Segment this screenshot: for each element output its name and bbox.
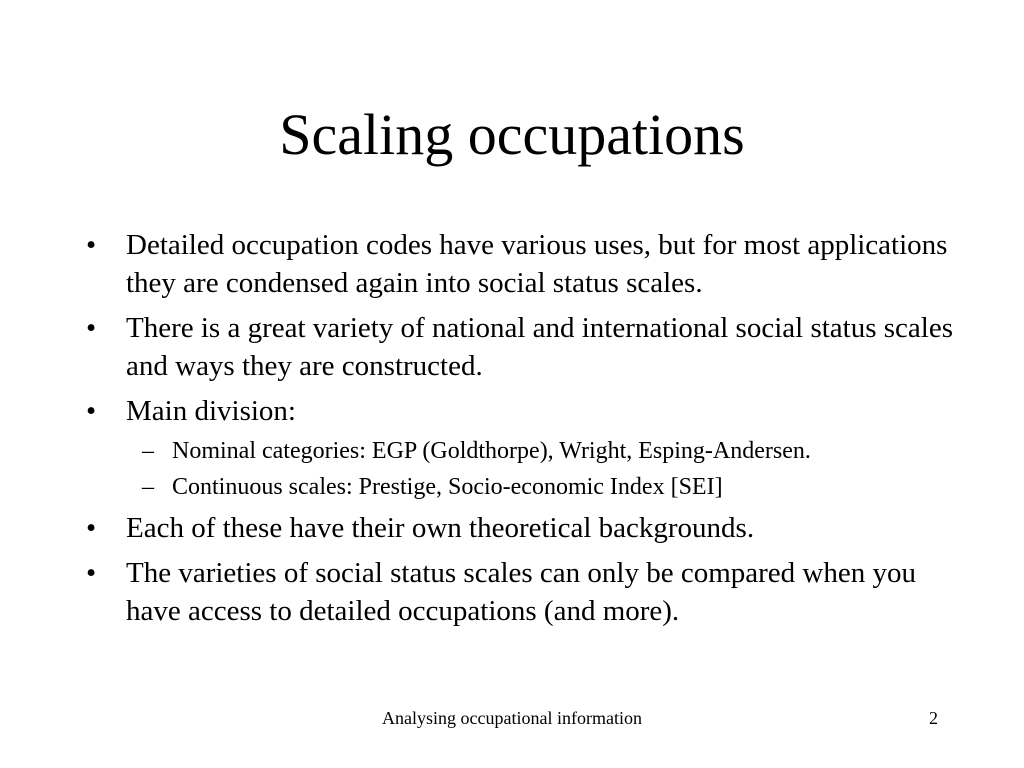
page-number: 2 bbox=[929, 708, 938, 728]
bullet-text: Main division: bbox=[126, 395, 296, 427]
sub-bullet-item bbox=[126, 472, 956, 502]
bullet-text: The varieties of social status scales can only be compared when you have access to detailed occupations (and more). bbox=[126, 557, 916, 627]
sub-bullet-item bbox=[126, 436, 956, 466]
bullet-text: There is a great variety of national and international social status scales and ways they are constructed. bbox=[126, 312, 953, 382]
slide-content bbox=[86, 226, 956, 637]
bullet-icon: • bbox=[86, 512, 97, 544]
bullet-item bbox=[86, 309, 956, 385]
dash-icon: – bbox=[142, 438, 154, 464]
bullet-list bbox=[86, 226, 956, 630]
bullet-text: Each of these have their own theoretical backgrounds. bbox=[126, 512, 755, 544]
bullet-icon: • bbox=[86, 229, 97, 261]
bullet-icon: • bbox=[86, 395, 97, 427]
sub-bullet-text: Continuous scales: Prestige, Socio-economic Index [SEI] bbox=[172, 474, 723, 500]
bullet-item bbox=[86, 554, 956, 630]
dash-icon: – bbox=[142, 474, 154, 500]
footer-text: Analysing occupational information bbox=[382, 708, 642, 728]
bullet-text: Detailed occupation codes have various uses, but for most applications they are condensed again into social status scales. bbox=[126, 229, 948, 299]
sub-bullet-list bbox=[126, 436, 956, 502]
bullet-item bbox=[86, 226, 956, 302]
bullet-item bbox=[86, 509, 956, 547]
slide-title: Scaling occupations bbox=[279, 102, 745, 167]
bullet-icon: • bbox=[86, 312, 97, 344]
bullet-icon: • bbox=[86, 557, 97, 589]
bullet-item bbox=[86, 392, 956, 502]
sub-bullet-text: Nominal categories: EGP (Goldthorpe), Wright, Esping-Andersen. bbox=[172, 438, 811, 464]
